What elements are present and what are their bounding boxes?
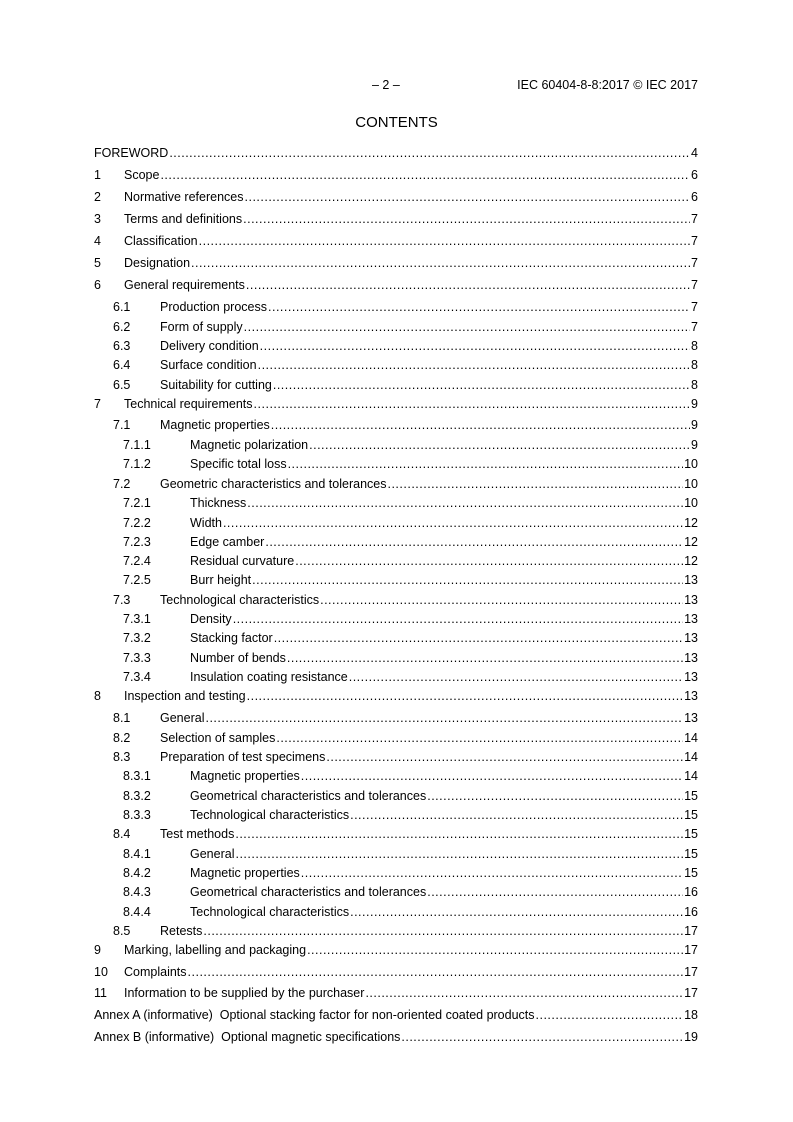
- toc-page-number: 19: [684, 1030, 698, 1044]
- toc-entry[interactable]: [94, 1029, 698, 1045]
- toc-section-number: 7.3.2: [123, 631, 151, 645]
- toc-section-title: Technological characteristics: [160, 593, 320, 607]
- toc-page-number: 17: [684, 943, 698, 957]
- toc-section-number: 7.1.1: [123, 438, 151, 452]
- toc-page-number: 9: [691, 418, 698, 432]
- toc-page-number: 16: [684, 905, 698, 919]
- toc-section-title: Annex A (informative) Optional stacking factor for non-oriented coated products: [94, 1008, 535, 1022]
- toc-entry[interactable]: [94, 189, 698, 205]
- toc-section-number: 8.4.4: [123, 905, 151, 919]
- toc-leader-dots: [427, 788, 683, 804]
- toc-section-number: 8.5: [113, 924, 131, 938]
- toc-entry[interactable]: [94, 534, 698, 550]
- toc-page-number: 16: [684, 885, 698, 899]
- toc-page-number: 7: [691, 278, 698, 292]
- toc-leader-dots: [203, 923, 683, 939]
- toc-section-title: Thickness: [190, 496, 247, 510]
- toc-section-number: 8: [94, 689, 101, 703]
- toc-leader-dots: [244, 319, 690, 335]
- toc-section-number: 8.1: [113, 711, 131, 725]
- toc-entry[interactable]: [94, 942, 698, 958]
- toc-entry[interactable]: [94, 985, 698, 1001]
- toc-section-title: Test methods: [160, 827, 235, 841]
- toc-section-number: 7.2: [113, 477, 131, 491]
- toc-section-title: FOREWORD: [94, 146, 169, 160]
- toc-section-title: Information to be supplied by the purchaser: [124, 986, 365, 1000]
- toc-section-number: 8.4.3: [123, 885, 151, 899]
- toc-entry[interactable]: [94, 417, 698, 433]
- toc-page-number: 6: [691, 168, 698, 182]
- toc-page-number: 7: [691, 234, 698, 248]
- toc-entry[interactable]: [94, 807, 698, 823]
- toc-section-title: Scope: [124, 168, 160, 182]
- toc-section-title: Specific total loss: [190, 457, 287, 471]
- toc-leader-dots: [349, 669, 683, 685]
- toc-section-title: Density: [190, 612, 232, 626]
- toc-section-number: 7: [94, 397, 101, 411]
- toc-section-title: General: [190, 847, 235, 861]
- toc-section-number: 8.3.3: [123, 808, 151, 822]
- toc-leader-dots: [273, 377, 690, 393]
- toc-section-number: 8.4.2: [123, 866, 151, 880]
- toc-page-number: 14: [684, 769, 698, 783]
- toc-page-number: 15: [684, 866, 698, 880]
- toc-page-number: 12: [684, 535, 698, 549]
- toc-section-title: Annex B (informative) Optional magnetic specifications: [94, 1030, 401, 1044]
- toc-section-title: Classification: [124, 234, 198, 248]
- toc-leader-dots: [169, 145, 690, 161]
- toc-leader-dots: [301, 768, 683, 784]
- toc-section-number: 4: [94, 234, 101, 248]
- toc-section-number: 7.2.4: [123, 554, 151, 568]
- toc-entry[interactable]: [94, 167, 698, 183]
- toc-leader-dots: [387, 476, 683, 492]
- toc-page-number: 13: [684, 612, 698, 626]
- toc-entry[interactable]: [94, 788, 698, 804]
- toc-page-number: 13: [684, 573, 698, 587]
- toc-page-number: 12: [684, 516, 698, 530]
- toc-page-number: 18: [684, 1008, 698, 1022]
- toc-page-number: 17: [684, 924, 698, 938]
- toc-entry[interactable]: [94, 515, 698, 531]
- toc-page-number: 7: [691, 256, 698, 270]
- toc-leader-dots: [365, 985, 683, 1001]
- toc-section-title: Inspection and testing: [124, 689, 246, 703]
- toc-leader-dots: [188, 964, 684, 980]
- toc-entry[interactable]: [94, 865, 698, 881]
- contents-title: CONTENTS: [355, 114, 438, 131]
- toc-leader-dots: [301, 865, 683, 881]
- toc-section-number: 7.3.4: [123, 670, 151, 684]
- toc-entry[interactable]: [94, 768, 698, 784]
- toc-page-number: 8: [691, 339, 698, 353]
- toc-page-number: 9: [691, 397, 698, 411]
- toc-page-number: 8: [691, 378, 698, 392]
- toc-entry[interactable]: [94, 396, 698, 412]
- toc-section-number: 8.2: [113, 731, 131, 745]
- toc-entry[interactable]: [94, 749, 698, 765]
- page-number: – 2 –: [372, 78, 400, 92]
- toc-entry[interactable]: [94, 476, 698, 492]
- toc-page-number: 4: [691, 146, 698, 160]
- toc-entry[interactable]: [94, 437, 698, 453]
- toc-leader-dots: [258, 357, 690, 373]
- toc-section-title: Form of supply: [160, 320, 243, 334]
- toc-section-number: 2: [94, 190, 101, 204]
- toc-section-number: 7.2.2: [123, 516, 151, 530]
- toc-leader-dots: [287, 650, 683, 666]
- toc-section-title: Technical requirements: [124, 397, 253, 411]
- toc-section-number: 6.1: [113, 300, 131, 314]
- toc-section-number: 3: [94, 212, 101, 226]
- toc-entry[interactable]: [94, 688, 698, 704]
- toc-section-number: 8.3.2: [123, 789, 151, 803]
- toc-section-number: 7.3.3: [123, 651, 151, 665]
- toc-leader-dots: [274, 630, 683, 646]
- toc-page-number: 9: [691, 438, 698, 452]
- toc-page-number: 8: [691, 358, 698, 372]
- toc-section-number: 8.4: [113, 827, 131, 841]
- toc-entry[interactable]: [94, 650, 698, 666]
- toc-section-number: 11: [94, 986, 107, 1000]
- toc-section-number: 7.2.5: [123, 573, 151, 587]
- toc-leader-dots: [160, 167, 690, 183]
- toc-entry[interactable]: [94, 572, 698, 588]
- toc-entry[interactable]: [94, 904, 698, 920]
- toc-entry[interactable]: [94, 277, 698, 293]
- toc-page-number: 13: [684, 711, 698, 725]
- toc-section-number: 8.4.1: [123, 847, 151, 861]
- toc-leader-dots: [191, 255, 690, 271]
- toc-entry[interactable]: [94, 846, 698, 862]
- toc-section-title: Geometrical characteristics and tolerances: [190, 789, 427, 803]
- toc-leader-dots: [235, 826, 683, 842]
- toc-leader-dots: [252, 572, 683, 588]
- toc-entry[interactable]: [94, 611, 698, 627]
- toc-page-number: 10: [684, 496, 698, 510]
- toc-entry[interactable]: [94, 338, 698, 354]
- toc-page-number: 17: [684, 986, 698, 1000]
- toc-leader-dots: [233, 611, 683, 627]
- toc-page-number: 15: [684, 789, 698, 803]
- toc-section-number: 7.1.2: [123, 457, 151, 471]
- toc-section-title: Marking, labelling and packaging: [124, 943, 307, 957]
- toc-leader-dots: [245, 189, 691, 205]
- toc-page-number: 7: [691, 212, 698, 226]
- toc-section-title: Magnetic polarization: [190, 438, 309, 452]
- toc-leader-dots: [536, 1007, 684, 1023]
- toc-leader-dots: [254, 396, 691, 412]
- toc-section-title: Suitability for cutting: [160, 378, 272, 392]
- toc-entry[interactable]: [94, 710, 698, 726]
- toc-section-title: Magnetic properties: [160, 418, 270, 432]
- toc-entry[interactable]: [94, 145, 698, 161]
- toc-section-title: Technological characteristics: [190, 905, 350, 919]
- toc-entry[interactable]: [94, 884, 698, 900]
- toc-section-number: 7.2.3: [123, 535, 151, 549]
- toc-entry[interactable]: [94, 357, 698, 373]
- toc-leader-dots: [199, 233, 690, 249]
- toc-section-title: Production process: [160, 300, 268, 314]
- toc-leader-dots: [350, 807, 683, 823]
- toc-section-number: 1: [94, 168, 101, 182]
- toc-entry[interactable]: [94, 456, 698, 472]
- toc-leader-dots: [243, 211, 690, 227]
- toc-entry[interactable]: [94, 299, 698, 315]
- toc-page-number: 17: [684, 965, 698, 979]
- toc-section-title: General: [160, 711, 205, 725]
- toc-section-number: 6: [94, 278, 101, 292]
- toc-section-title: Insulation coating resistance: [190, 670, 348, 684]
- toc-entry[interactable]: [94, 255, 698, 271]
- toc-leader-dots: [265, 534, 683, 550]
- toc-section-title: Terms and definitions: [124, 212, 243, 226]
- toc-section-number: 7.3: [113, 593, 131, 607]
- toc-page-number: 10: [684, 477, 698, 491]
- toc-leader-dots: [235, 846, 683, 862]
- toc-leader-dots: [350, 904, 683, 920]
- toc-entry[interactable]: [94, 923, 698, 939]
- toc-section-number: 9: [94, 943, 101, 957]
- toc-leader-dots: [247, 495, 683, 511]
- toc-leader-dots: [205, 710, 683, 726]
- toc-entry[interactable]: [94, 211, 698, 227]
- toc-section-title: Surface condition: [160, 358, 257, 372]
- toc-page-number: 13: [684, 593, 698, 607]
- toc-section-title: Retests: [160, 924, 203, 938]
- toc-leader-dots: [326, 749, 683, 765]
- toc-section-number: 7.2.1: [123, 496, 151, 510]
- toc-entry[interactable]: [94, 319, 698, 335]
- toc-page-number: 15: [684, 847, 698, 861]
- toc-entry[interactable]: [94, 826, 698, 842]
- toc-section-title: Magnetic properties: [190, 769, 300, 783]
- toc-leader-dots: [309, 437, 690, 453]
- toc-page-number: 15: [684, 808, 698, 822]
- toc-entry[interactable]: [94, 1007, 698, 1023]
- toc-entry[interactable]: [94, 553, 698, 569]
- toc-leader-dots: [307, 942, 683, 958]
- toc-leader-dots: [246, 277, 690, 293]
- toc-leader-dots: [288, 456, 684, 472]
- toc-section-title: Edge camber: [190, 535, 265, 549]
- toc-section-title: Width: [190, 516, 222, 530]
- toc-section-title: Residual curvature: [190, 554, 295, 568]
- toc-page-number: 13: [684, 651, 698, 665]
- toc-leader-dots: [401, 1029, 683, 1045]
- toc-section-number: 6.5: [113, 378, 131, 392]
- toc-section-title: Delivery condition: [160, 339, 259, 353]
- toc-page-number: 10: [684, 457, 698, 471]
- toc-section-title: General requirements: [124, 278, 245, 292]
- toc-section-title: Geometrical characteristics and tolerances: [190, 885, 427, 899]
- toc-section-title: Technological characteristics: [190, 808, 350, 822]
- toc-entry[interactable]: [94, 233, 698, 249]
- toc-section-number: 6.4: [113, 358, 131, 372]
- toc-section-number: 8.3.1: [123, 769, 151, 783]
- toc-section-number: 7.3.1: [123, 612, 151, 626]
- toc-section-title: Stacking factor: [190, 631, 273, 645]
- toc-leader-dots: [271, 417, 690, 433]
- toc-entry[interactable]: [94, 592, 698, 608]
- toc-leader-dots: [320, 592, 683, 608]
- toc-section-title: Designation: [124, 256, 191, 270]
- toc-page-number: 13: [684, 689, 698, 703]
- toc-leader-dots: [268, 299, 690, 315]
- toc-section-title: Preparation of test specimens: [160, 750, 326, 764]
- toc-section-number: 5: [94, 256, 101, 270]
- toc-leader-dots: [276, 730, 683, 746]
- toc-page-number: 15: [684, 827, 698, 841]
- toc-entry[interactable]: [94, 669, 698, 685]
- toc-page-number: 12: [684, 554, 698, 568]
- toc-leader-dots: [247, 688, 683, 704]
- toc-section-number: 10: [94, 965, 108, 979]
- toc-entry[interactable]: [94, 964, 698, 980]
- toc-page-number: 13: [684, 631, 698, 645]
- toc-entry[interactable]: [94, 495, 698, 511]
- toc-entry[interactable]: [94, 377, 698, 393]
- toc-section-title: Complaints: [124, 965, 187, 979]
- toc-page-number: 6: [691, 190, 698, 204]
- toc-section-number: 6.2: [113, 320, 131, 334]
- toc-section-title: Number of bends: [190, 651, 286, 665]
- toc-page-number: 13: [684, 670, 698, 684]
- toc-section-number: 8.3: [113, 750, 131, 764]
- toc-leader-dots: [223, 515, 683, 531]
- toc-page-number: 14: [684, 731, 698, 745]
- toc-section-title: Geometric characteristics and tolerances: [160, 477, 387, 491]
- standard-reference: IEC 60404-8-8:2017 © IEC 2017: [517, 78, 698, 92]
- toc-section-title: Magnetic properties: [190, 866, 300, 880]
- toc-leader-dots: [427, 884, 683, 900]
- toc-entry[interactable]: [94, 730, 698, 746]
- toc-section-number: 6.3: [113, 339, 131, 353]
- toc-entry[interactable]: [94, 630, 698, 646]
- toc-section-title: Selection of samples: [160, 731, 276, 745]
- toc-page-number: 7: [691, 320, 698, 334]
- toc-page-number: 7: [691, 300, 698, 314]
- toc-leader-dots: [295, 553, 683, 569]
- toc-section-title: Burr height: [190, 573, 252, 587]
- toc-section-number: 7.1: [113, 418, 131, 432]
- toc-section-title: Normative references: [124, 190, 244, 204]
- toc-page-number: 14: [684, 750, 698, 764]
- toc-leader-dots: [260, 338, 690, 354]
